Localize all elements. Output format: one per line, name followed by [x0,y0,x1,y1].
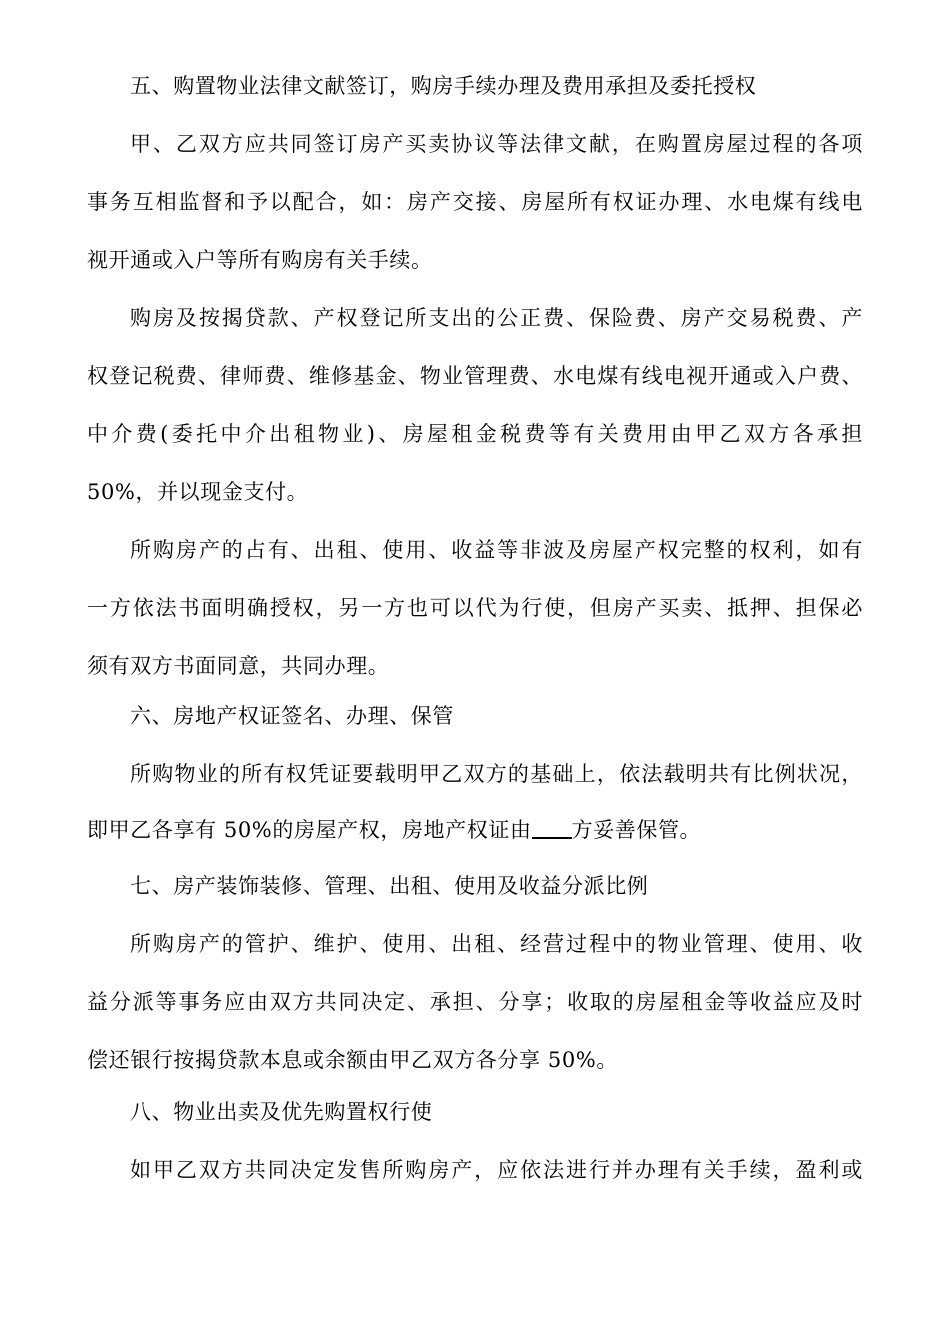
section-6-heading: 六、房地产权证签名、办理、保管 [130,704,454,728]
section-5-paragraph-3-line-3: 须有双方书面同意，共同办理。 [87,654,390,678]
section-5-paragraph-1-line-1: 甲、乙双方应共同签订房产买卖协议等法律文献，在购置房屋过程的各项 [130,132,863,156]
section-7-heading: 七、房产装饰装修、管理、出租、使用及收益分派比例 [130,874,649,898]
section-5-paragraph-2-line-3: 中介费(委托中介出租物业)、房屋租金税费等有关费用由甲乙双方各承担 [87,422,863,446]
section-5-paragraph-2-line-1: 购房及按揭贷款、产权登记所支出的公正费、保险费、房产交易税费、产 [130,306,863,330]
section-8-heading: 八、物业出卖及优先购置权行使 [130,1100,433,1124]
section-5-paragraph-1-line-3: 视开通或入户等所有购房有关手续。 [87,248,433,272]
section-5-paragraph-3-line-1: 所购房产的占有、出租、使用、收益等非波及房屋产权完整的权利，如有 [130,538,863,562]
section-5-paragraph-1-line-2: 事务互相监督和予以配合，如：房产交接、房屋所有权证办理、水电煤有线电 [87,190,863,214]
section-7-paragraph-line-3: 偿还银行按揭贷款本息或余额由甲乙双方各分享 50%。 [87,1048,618,1072]
custodian-blank-field [532,817,572,839]
section-5-paragraph-2-line-4: 50%，并以现金支付。 [87,480,309,504]
section-8-paragraph-line-1: 如甲乙双方共同决定发售所购房产，应依法进行并办理有关手续，盈利或 [130,1158,863,1182]
section-7-paragraph-line-1: 所购房产的管护、维护、使用、出租、经营过程中的物业管理、使用、收 [130,932,863,956]
section-6-paragraph-line-1: 所购物业的所有权凭证要载明甲乙双方的基础上，依法载明共有比例状况， [130,762,863,786]
section-7-paragraph-line-2: 益分派等事务应由双方共同决定、承担、分享；收取的房屋租金等收益应及时 [87,990,863,1014]
section-5-paragraph-2-line-2: 权登记税费、律师费、维修基金、物业管理费、水电煤有线电视开通或入户费、 [87,364,863,388]
section-6-text-after-blank: 方妥善保管。 [571,818,702,842]
section-5-heading: 五、购置物业法律文献签订，购房手续办理及费用承担及委托授权 [130,74,757,98]
section-6-paragraph-line-2 [87,816,701,844]
section-5-paragraph-3-line-2: 一方依法书面明确授权，另一方也可以代为行使，但房产买卖、抵押、担保必 [87,596,863,620]
section-6-text-before-blank: 即甲乙各享有 50%的房屋产权，房地产权证由 [87,818,532,842]
